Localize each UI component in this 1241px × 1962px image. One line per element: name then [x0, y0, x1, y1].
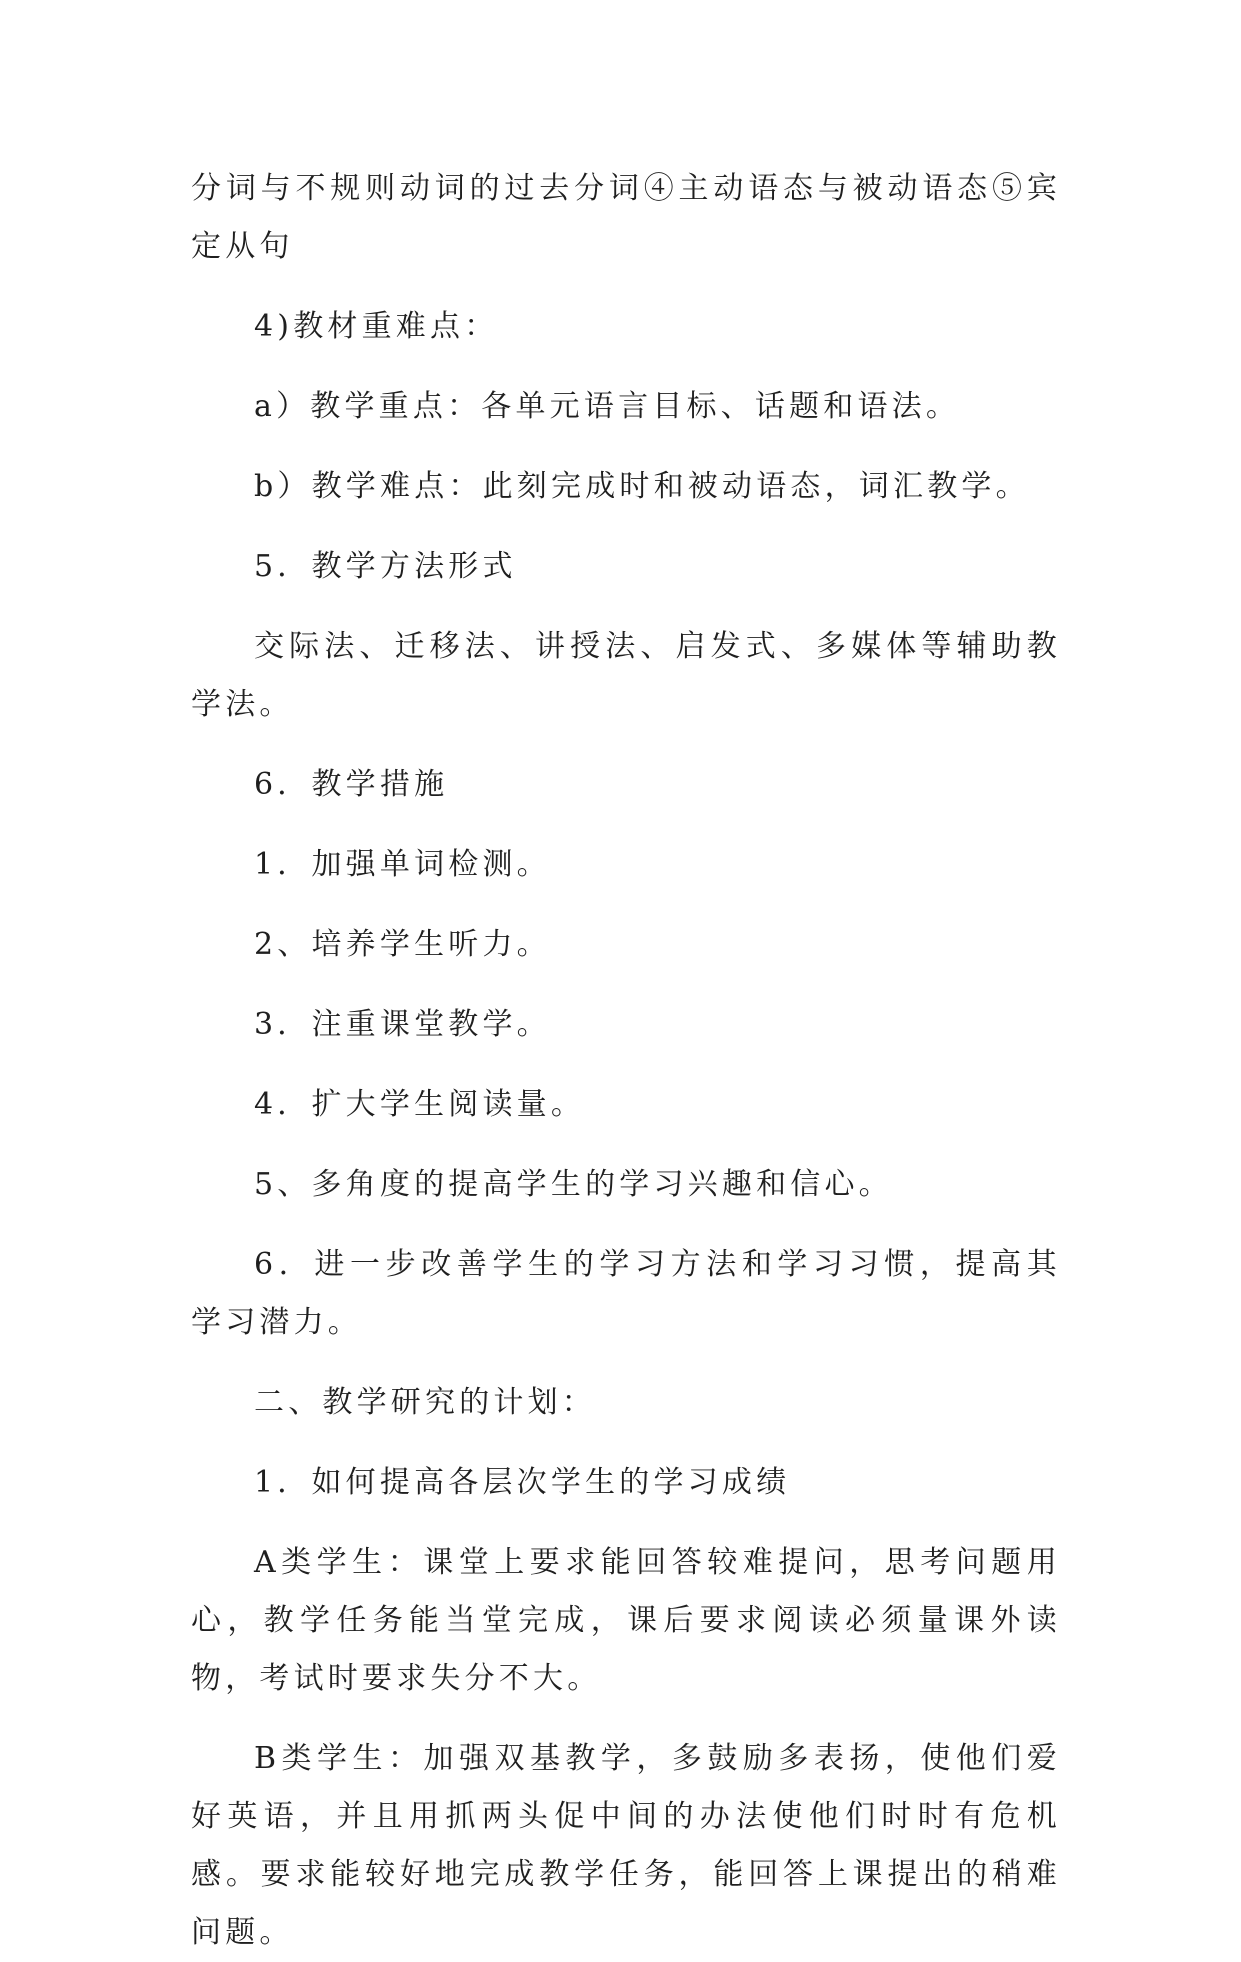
- paragraph-class-b-students: B类学生：加强双基教学，多鼓励多表扬，使他们爱好英语，并且用抓两头促中间的办法使他们时时有危机感。要求能较好地完成教学任务，能回答上课提出的稍难问题。: [191, 1741, 1061, 1950]
- paragraph-teaching-difficulty: b）教学难点：此刻完成时和被动语态，词汇教学。: [254, 469, 1030, 504]
- heading-teaching-methods: 5．教学方法形式: [254, 549, 517, 584]
- list-item-measure-5: 5、多角度的提高学生的学习兴趣和信心。: [254, 1167, 893, 1202]
- paragraph-key-difficulties-heading: 4)教材重难点：: [254, 309, 499, 344]
- paragraph-class-a-students: A类学生：课堂上要求能回答较难提问，思考问题用心，教学任务能当堂完成，课后要求阅读必须量课外读物，考试时要求失分不大。: [191, 1545, 1061, 1696]
- document-body: [191, 160, 1061, 1962]
- paragraph-teaching-methods: 交际法、迁移法、讲授法、启发式、多媒体等辅助教学法。: [191, 629, 1061, 722]
- list-item-measure-3: 3．注重课堂教学。: [254, 1007, 551, 1042]
- paragraph-grammar-items: 分词与不规则动词的过去分词④主动语态与被动语态⑤宾定从句: [191, 171, 1061, 264]
- heading-improve-grades: 1．如何提高各层次学生的学习成绩: [254, 1465, 791, 1500]
- heading-research-plan: 二、教学研究的计划：: [254, 1385, 596, 1420]
- paragraph-teaching-focus: a）教学重点：各单元语言目标、话题和语法。: [254, 389, 961, 424]
- list-item-measure-6: 6．进一步改善学生的学习方法和学习习惯，提高其学习潜力。: [191, 1247, 1061, 1340]
- list-item-measure-4: 4．扩大学生阅读量。: [254, 1087, 586, 1122]
- heading-teaching-measures: 6．教学措施: [254, 767, 449, 802]
- list-item-measure-2: 2、培养学生听力。: [254, 927, 551, 962]
- list-item-measure-1: 1．加强单词检测。: [254, 847, 551, 882]
